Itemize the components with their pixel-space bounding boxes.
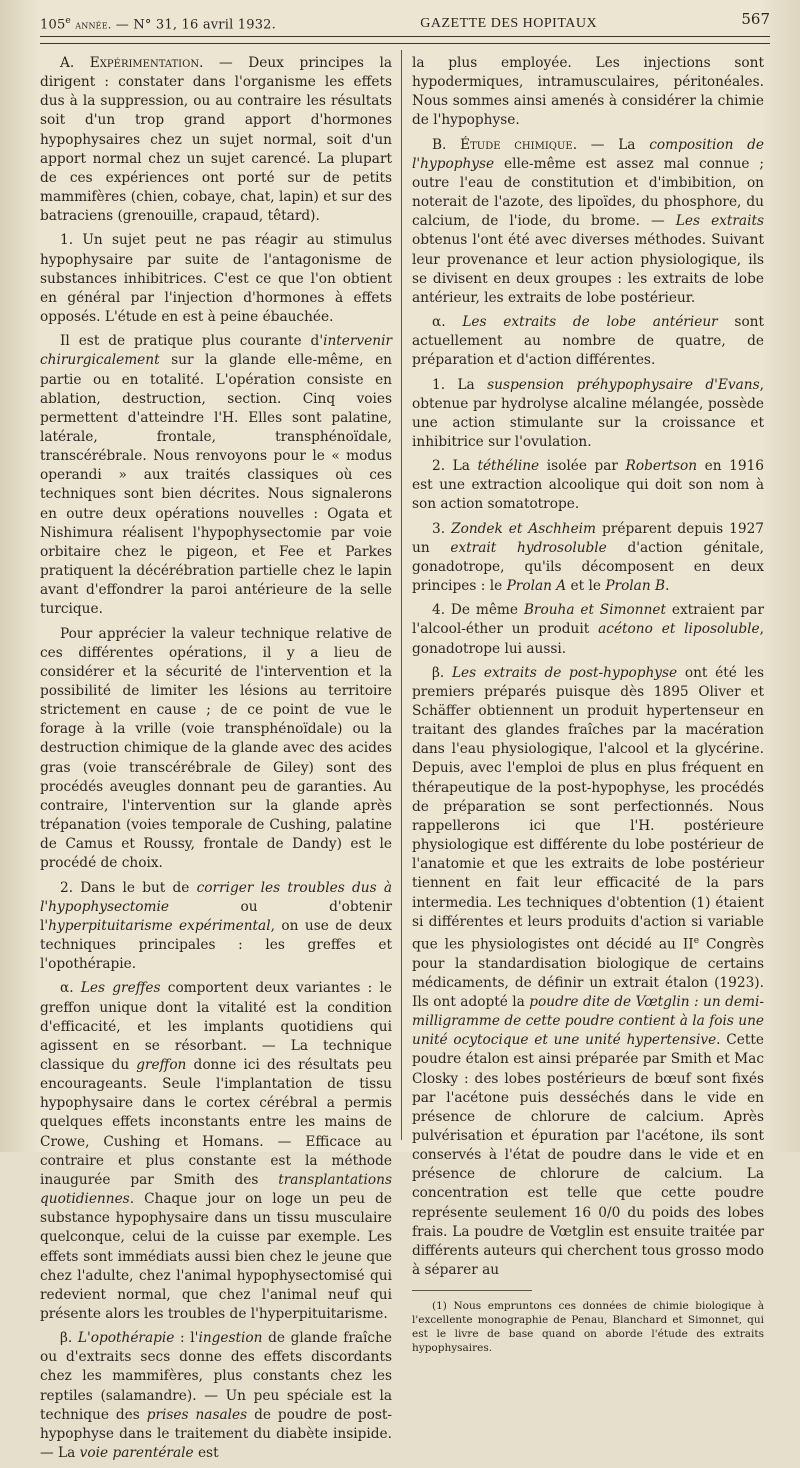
- paragraph-zondek: 3. Zondek et Aschheim préparent depuis 1927 un extrait hydrosoluble d'action génitale, gonadotrope, qu'ils décomposent en deux principes : le Prolan A et le Prolan B.: [412, 520, 764, 595]
- header-issue-info: 105e année. — N° 31, 16 avril 1932.: [40, 15, 276, 32]
- paragraph-brouha: 4. De même Brouha et Simonnet extraient par l'alcool-éther un produit acétono et liposoluble, gonadotrope lui aussi.: [412, 602, 764, 657]
- journal-title: GAZETTE DES HOPITAUX: [420, 16, 598, 31]
- paragraph-chemistry: B. Étude chimique. — La composition de l'hypophyse elle-même est assez mal connue ; outre l'eau de constitution et d'imbibition, on noterait de l'azote, des lipoïdes, du phosphore, du calcium, de l'iode, du brome. — Les extraits obtenus l'ont été avec diverses méthodes. Suivant leur provenance et leur action physiologique, ils se divisent en deux groupes : les extraits de lobe antérieur, les extraits de lobe postérieur.: [412, 136, 764, 306]
- footnote: (1) Nous empruntons ces données de chimie biologique à l'excellente monographie de Penau, Blanchard et Simonnet, qui est le livre de base quand on aborde l'étude des extraits hypophysaires.: [412, 1300, 764, 1355]
- footnote-rule: [412, 1290, 532, 1291]
- paragraph-evans: 1. La suspension préhypophysaire d'Evans, obtenue par hydrolyse alcaline mélangée, possède une action stimulante sur la croissance et inhibitrice sur l'ovulation.: [412, 376, 765, 450]
- paragraph-grafts: α. Les greffes comportent deux variantes : le greffon unique dont la vitalité est la condition d'efficacité, et les implants quotidiens qui agissent en se résorbant. — La technique classique du greffon donne ici des résultats peu encourageants. Seule l'implantation de tissu hypophysaire dans le cortex cérébral a permis quelques effets inconstants entre les mains de Crowe, Cushing et Homans. — Efficace au contraire et plus constante est la méthode inaugurée par Smith des transplantations quotidiennes. Chaque jour on loge un peu de substance hypophysaire dans un tissu musculaire quelconque, celui de la cuisse par exemple. Les effets sont immédiats aussi bien chez le jeune que chez l'adulte, chez l'animal hypophysectomisé qui redevient normal, que chez l'animal neuf qui présente alors les troubles de l'hyperpituitarisme.: [40, 980, 392, 1322]
- right-column: [412, 54, 764, 1360]
- paragraph-post-hypophysis: β. Les extraits de post-hypophyse ont été les premiers préparés puisque dès 1895 Oliver et Schäffer obtiennent un produit hypertenseur en traitant des glandes fraîches par la macération dans l'eau physiologique, l'alcool et la glycérine. Depuis, avec l'emploi de plus en plus fréquent en thérapeutique de la post-hypophyse, les procédés de préparation se sont perfectionnés. Nous rappellerons ici que l'H. postérieure physiologique est différente du lobe postérieur de l'anatomie et que les extraits de lobe postérieur tiennent en fait leur efficacité de la pars intermedia. Les techniques d'obtention (1) étaient si différentes et leurs produits d'action si variable que les physiologistes ont décidé au IIe Congrès pour la standardisation biologique de certains médicaments, de définir un extrait étalon (1923). Ils ont adopté la poudre dite de Vœtglin : un demi-milligramme de cette poudre contient à la fois une unité ocytocique et une unité hypertensive. Cette poudre étalon est ainsi préparée par Smith et Mac Closky : des lobes postérieurs de bœuf sont fixés par l'acétone puis desséchés dans le vide en présence de chlorure de calcium. Après pulvérisation et épuration par l'acétone, ils sont conservés à l'état de poudre dans le vide et en présence de chlorure de calcium. La concentration est telle que cette poudre représente seulement 16 0/0 du poids des lobes frais. La poudre de Vœtglin est ensuite traitée par différents auteurs qui cherchent tous grosso modo à séparer au: [412, 664, 764, 1279]
- paragraph-parenteral: la plus employée. Les injections sont hypodermiques, intramusculaires, péritonéales. Nous sommes ainsi amenés à considérer la chimie de l'hypophyse.: [412, 55, 764, 129]
- page-number: 567: [741, 10, 770, 28]
- paragraph-correction: 2. Dans le but de corriger les troubles dus à l'hypophysectomie ou d'obtenir l'hyperpituitarisme expérimental, on use de deux techniques principales : les greffes et l'opothérapie.: [40, 879, 393, 973]
- header-double-rule: [40, 43, 770, 44]
- paragraph-anterior-extracts: α. Les extraits de lobe antérieur sont actuellement au nombre de quatre, de préparation et d'action différentes.: [412, 314, 764, 369]
- paragraph-surgery: Il est de pratique plus courante d'intervenir chirurgicalement sur la glande elle-même, en partie ou en totalité. L'opération consiste en ablation, destruction, section. Cinq voies permettent d'atteindre l'H. Elles sont palatine, latérale, frontale, transphénoïdale, transcérébrale. Nous renvoyons pour le « modus operandi » aux traités classiques où ces techniques sont bien décrites. Nous signalerons en outre deux opérations nouvelles : Ogata et Nishimura réalisent l'hypophysectomie par voie orbitaire chez le pigeon, et Fee et Parkes pratiquent la décérébration partielle chez le lapin avant d'effondrer la paroi antérieure de la selle turcique.: [40, 333, 392, 618]
- paragraph-experimentation: A. Expérimentation. — Deux principes la dirigent : constater dans l'organisme les effets dus à la suppression, ou au contraire les résultats soit d'un trop grand apport d'hormones hypophysaires chez un sujet normal, soit d'un apport normal chez un sujet carencé. La plupart de ces expériences ont porté sur de petits mammifères (chien, cobaye, chat, lapin) et sur des batraciens (grenouille, crapaud, têtard).: [40, 55, 392, 225]
- paragraph-technique-value: Pour apprécier la valeur technique relative de ces différentes opérations, il y a lieu de considérer et la sécurité de l'intervention et la possibilité de limiter les lésions au territoire strictement en cause ; de ce point de vue le forage à la vrille (voie transphénoïdale) ou la destruction chimique de la glande avec des acides gras (voie transcérébrale de Giley) sont des procédés aveugles donnant peu de garanties. Au contraire, l'intervention sur la glande après trépanation (voies temporale de Cushing, palatine de Camus et Roussy, frontale de Dandy) est le procédé de choix.: [40, 625, 392, 872]
- paragraph-opotherapy: β. L'opothérapie : l'ingestion de glande fraîche ou d'extraits secs donne des effets discordants chez les mammifères, plus constants chez les reptiles (salamandre). — Un peu spéciale est la technique des prises nasales de poudre de post-hypophyse dans le traitement du diabète insipide. — La voie parentérale est: [40, 1330, 392, 1462]
- page-header: [40, 6, 770, 37]
- left-column: [40, 54, 392, 1468]
- paragraph-tetheline: 2. La téthéline isolée par Robertson en 1916 est une extraction alcoolique qui doit son nom à son action somatotrope.: [412, 458, 764, 513]
- paragraph-antagonism: 1. Un sujet peut ne pas réagir au stimulus hypophysaire par suite de l'antagonisme de substances inhibitrices. C'est ce que l'on obtient en général par l'injection d'hormones à effets opposés. L'étude en est à peine ébauchée.: [40, 232, 392, 326]
- column-divider: [401, 50, 402, 1140]
